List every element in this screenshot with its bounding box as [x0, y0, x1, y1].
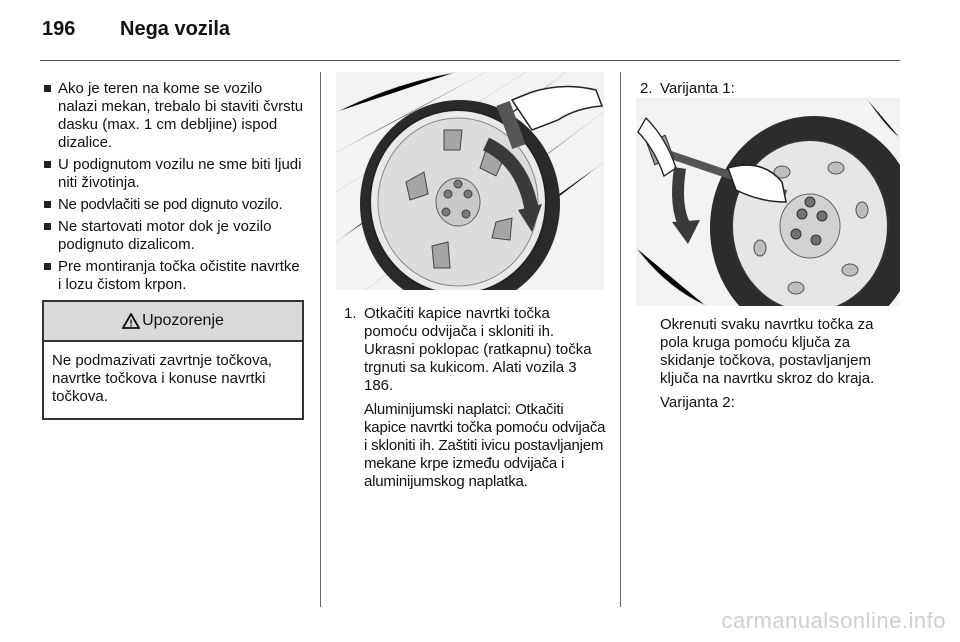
list-item: U podignutom vozilu ne sme biti ljudi niti životinja. — [42, 156, 304, 192]
step-number: 2. — [640, 80, 653, 97]
safety-bullet-list — [42, 80, 304, 294]
page-header — [42, 18, 230, 48]
watermark: carmanualsonline.info — [721, 608, 946, 633]
svg-text:!: ! — [129, 318, 133, 329]
warning-header — [44, 302, 302, 342]
list-item: Ne startovati motor dok je vozilo podignuto dizalicom. — [42, 218, 304, 254]
reference-link[interactable]: 3 186. — [364, 359, 577, 394]
warning-icon — [122, 313, 140, 329]
column-divider — [320, 72, 321, 607]
variant-label: Varijanta 1: — [660, 80, 735, 97]
variant-label: Varijanta 2: — [660, 394, 735, 411]
warning-title: Upozorenje — [142, 312, 224, 329]
step-2 — [640, 80, 902, 98]
step-2-body — [640, 316, 902, 412]
list-item: Ne podvlačiti se pod dignuto vozilo. — [42, 196, 304, 214]
wheel-cover-illustration — [336, 72, 604, 290]
page-number: 196 — [42, 18, 76, 40]
step-number: 1. — [344, 305, 357, 322]
header-rule — [40, 60, 900, 61]
list-item: Pre montiranja točka očistite navrtke i lozu čistom krpon. — [42, 258, 304, 294]
column-3-continued — [640, 316, 902, 418]
wheel-wrench-illustration — [636, 98, 900, 306]
step-paragraph: Aluminijumski naplatci: Otkačiti kapice navrtki točka pomoću odvijača i skloniti ih. Zaštiti ivicu postavljanjem mekane krpe između odvijača i aluminijumskog naplatka. — [364, 401, 606, 490]
step-text: Okrenuti svaku navrtku točka za pola kruga pomoću ključa za skidanje točkova, postavljanjem ključa na navrtku skroz do kraja. — [660, 316, 875, 387]
warning-text: Ne podmazivati zavrtnje točkova, navrtke točkova i konuse navrtki točkova. — [52, 352, 273, 405]
step-1 — [344, 305, 606, 491]
warning-box — [42, 300, 304, 420]
list-item: Ako je teren na kome se vozilo nalazi mekan, trebalo bi staviti čvrstu dasku (max. 1 cm debljine) ispod dizalice. — [42, 80, 304, 152]
column-2 — [344, 305, 606, 497]
page-title: Nega vozila — [120, 18, 231, 40]
step-text: Otkačiti kapice navrtki točka pomoću odvijača i skloniti ih. Ukrasni poklopac (ratkapnu) točka trgnuti sa kukicom. Alati vozila — [364, 305, 592, 376]
column-divider — [620, 72, 621, 607]
column-1 — [42, 80, 304, 420]
